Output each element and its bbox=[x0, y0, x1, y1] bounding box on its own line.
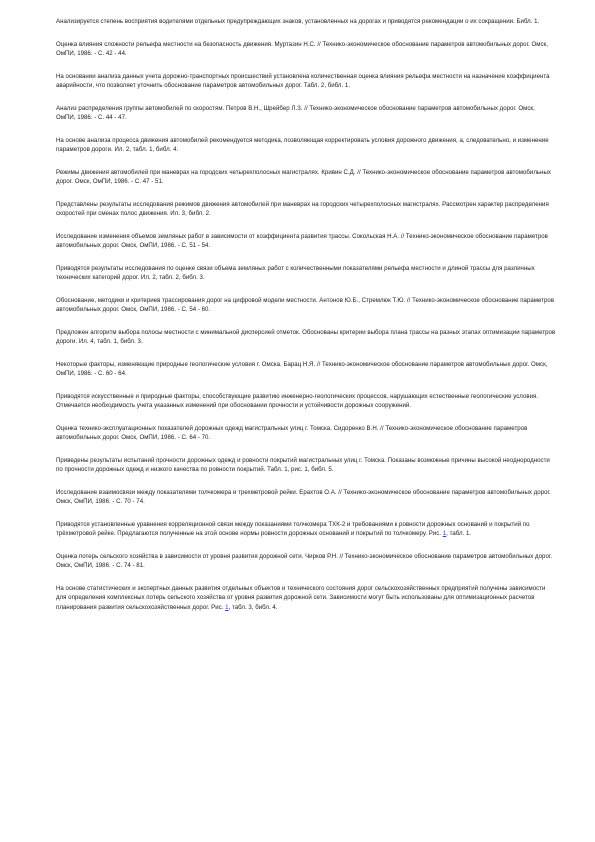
figure-link[interactable]: 1 bbox=[442, 530, 447, 537]
abstract-text: Исследование взаимосвязи между показателями толчкомера и трехметровой рейки. Ерахтов О.А. // Технико-экономическое обоснование параметров автомобильных дорог. Омск, ОмПИ, 1986. - С. 70 - 74. bbox=[56, 488, 551, 505]
abstract-text: Режимы движения автомобилей при маневрах на городских четырехполосных магистралях. Кривин С.Д. // Технико-экономическое обоснование параметров автомобильных дорог. Омск, ОмПИ, 1986. - С. 47 - 51. bbox=[56, 168, 551, 185]
abstract-paragraph bbox=[56, 200, 556, 219]
abstract-paragraph bbox=[56, 296, 556, 315]
abstract-text: На основе статистических и экспертных данных развития отдельных объектов и технического состояния дорог сельскохозяйственных предприятий получены зависимости для определения комплексных потерь сельского хозяйства от уровня развития дорожной сети. Зависимости могут быть использованы для оптимизационных расчетов планирования развития сельскохозяйственных дорог. Рис. bbox=[56, 584, 546, 611]
abstract-paragraph bbox=[56, 40, 556, 59]
abstract-paragraph bbox=[56, 488, 556, 507]
abstract-paragraph bbox=[56, 232, 556, 251]
abstract-list bbox=[56, 17, 556, 625]
figure-link[interactable]: 1 bbox=[225, 603, 229, 611]
abstract-paragraph bbox=[56, 360, 556, 379]
abstract-text: Исследование изменения объемов земляных работ в зависимости от коэффициента развития трассы. Сокольская Н.А. // Технико-экономическое обоснование параметров автомобильных дорог. Омск, ОмПИ, 1986. - С. 51 - 54. bbox=[56, 232, 548, 249]
abstract-text: Анализируется степень восприятия водителями отдельных предупреждающих знаков, установленных на дорогах и приводятся рекомендации о их сокращении. Библ. 1. bbox=[56, 18, 540, 25]
abstract-text: Обоснование, методики и критериев трассирования дорог на цифровой модели местности. Антонов Ю.Б., Стремлюк Т.Ю. // Технико-экономическое обоснование параметров автомобильных дорог. Омск, ОмПИ, 1986. - С. 54 - 60. bbox=[56, 296, 555, 313]
abstract-paragraph bbox=[56, 424, 556, 443]
abstract-paragraph bbox=[56, 328, 556, 347]
abstract-text: Оценка потерь сельского хозяйства в зависимости от уровня развития дорожной сети. Чирков Р.Н. // Технико-экономическое обоснование параметров автомобильных дорог. Омск, ОмПИ, 1986. - С. 74 - 81. bbox=[56, 552, 553, 569]
abstract-text: Некоторые факторы, изменяющие природные геологические условия г. Омска. Барац Н.Я. // Технико-экономическое обоснование параметров автомобильных дорог. Омск, ОмПИ, 1986. - С. 60 - 64. bbox=[56, 360, 548, 377]
abstract-text: , табл. 1. bbox=[446, 530, 472, 537]
abstract-paragraph bbox=[56, 72, 556, 91]
abstract-paragraph bbox=[56, 456, 556, 475]
abstract-text: Оценка влияния сложности рельефа местности на безопасность движения. Муртазин Н.С. // Технико-экономическое обоснование параметров автомобильных дорог. Омск, ОмПИ, 1986. - С. 42 - 44. bbox=[56, 40, 548, 57]
abstract-text: Приводятся результаты исследования по оценке связи объема земляных работ с количественными показателями рельефа местности и длиной трассы для различных технических категорий дорог. Ил. 2, табл. 2, библ. 3. bbox=[56, 264, 535, 281]
abstract-paragraph bbox=[56, 264, 556, 283]
abstract-text: Анализ распределения группы автомобилей по скоростям. Петров В.Н., Шрейбер Л.З. // Технико-экономическое обоснование параметров автомобильных дорог. Омск, ОмПИ, 1986. - С. 44 - 47. bbox=[56, 104, 535, 121]
abstract-paragraph bbox=[56, 520, 556, 539]
abstract-paragraph bbox=[56, 552, 556, 571]
abstract-paragraph bbox=[56, 136, 556, 155]
abstract-text: Приведены результаты испытаний прочности дорожных одежд и ровности покрытий магистральных улиц г. Томска. Показаны возможные причины высокой неоднородности по прочности дорожных одежд и низкого качества по ровности покрытий. Табл. 1, рис. 1, библ. 5. bbox=[56, 456, 550, 473]
abstract-paragraph bbox=[56, 392, 556, 411]
abstract-text: , табл. 3, библ. 4. bbox=[228, 603, 278, 611]
abstract-paragraph bbox=[56, 17, 556, 27]
abstract-text: На основании анализа данных учета дорожно-транспортных происшествий установлена количественная оценка влияния рельефа местности на назначение коэффициента аварийности, что позволяет уточнить обоснование параметров автомобильных дорог. Табл. 2, библ. 1. bbox=[56, 72, 550, 89]
abstract-text: На основе анализа процесса движения автомобилей рекомендуется методика, позволяющая корректировать условия дорожного движения, а, следовательно, и изменение параметров дороги. Ил. 2, табл. 1, библ. 4. bbox=[56, 136, 549, 153]
abstract-text: Оценка технико-эксплуатационных показателей дорожных одежд магистральных улиц г. Томска. Сидоренко В.Н. // Технико-экономическое обоснование параметров автомобильных дорог. Омск, ОмПИ, 1986. - С. 64 - 70. bbox=[56, 424, 528, 441]
abstract-paragraph bbox=[56, 584, 556, 613]
abstract-text: Приводятся искусственные и природные факторы, способствующие развитию инженерно-геологических процессов, нарушающих естественные геологические условия. Отмечается необходимость учета указанных изменений при обосновании прочности и устойчивости дорожных сооружений. bbox=[56, 392, 539, 409]
abstract-paragraph bbox=[56, 168, 556, 187]
abstract-text: Приводятся установленные уравнения корреляционной связи между показаниями толчкомера ТХК-2 и требованиями к ровности дорожных оснований и покрытий по трёхметровой рейке. Предлагаются полученные на этой основе нормы ровности дорожных оснований и покрытий по толчкомеру. Рис. bbox=[56, 520, 530, 537]
abstract-paragraph bbox=[56, 104, 556, 123]
abstract-text: Предложен алгоритм выбора полосы местности с минимальной дисперсией отметок. Обоснованы критерии выбора плана трассы на разных этапах оптимизации параметров дороги. Ил. 4, табл. 1, библ. 3. bbox=[56, 328, 556, 345]
abstract-text: Представлены результаты исследования режимов движения автомобилей при маневрах на городских четырехполосных магистралях. Рассмотрен характер распределения скоростей при сменах полос движения. Ил. 3, библ. 2. bbox=[56, 200, 549, 217]
